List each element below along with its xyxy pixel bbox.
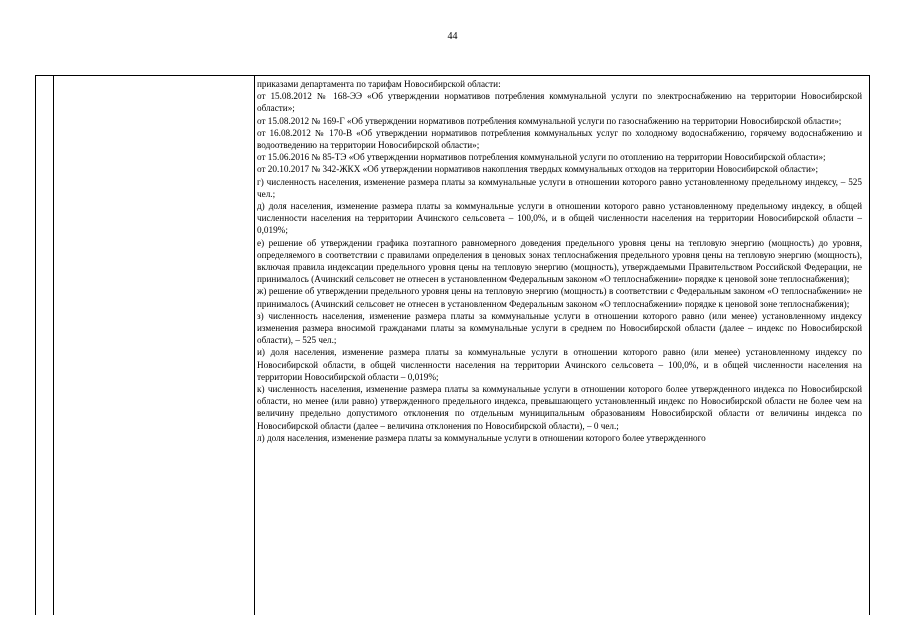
paragraph-e: е) решение об утверждении графика поэтапного равномерного доведения предельного уровня цены на тепловую энергию (мощность) до уровня, определяемого в соответствии с правилами определения в ценовых зонах теплоснабжения предельного уровня цены на тепловую энергию (мощность), включая правила индексации предельного уровня цены на тепловую энергию (мощность), утверждаемыми Правительством Российской Федерации, не принималось (Ачинский сельсовет не отнесен в установленном Федеральным законом «О теплоснабжении» порядке к ценовой зоне теплоснабжения); [257, 237, 862, 285]
paragraph-g: г) численность населения, изменение размера платы за коммунальные услуги в отношении которого равно установленному предельному индексу, – 525 чел.; [257, 176, 862, 199]
table-content-cell [257, 78, 862, 444]
paragraph-d: д) доля населения, изменение размера платы за коммунальные услуги в отношении которого равно установленному предельному индексу, в общей численности населения на территории Ачинского сельсовета – 100,0%, и в общей численности населения на территории Новосибирской области – 0,019%; [257, 201, 862, 236]
paragraph-i: и) доля населения, изменение размера платы за коммунальные услуги в отношении которого равно (или менее) установленному индексу по Новосибирской области, в общей численности населения на территории Ачинского сельсовета – 100,0%, и в общей численности населения на территории Новосибирской области – 0,019%; [257, 347, 862, 382]
paragraph-l: л) доля населения, изменение размера платы за коммунальные услуги в отношении которого более утвержденного [257, 432, 706, 443]
page-number: 44 [447, 31, 458, 42]
paragraph-intro: приказами департамента по тарифам Новосибирской области: [257, 79, 501, 89]
table-column-divider [53, 76, 54, 615]
paragraph-order-169: от 15.08.2012 № 169-Г «Об утверждении нормативов потребления коммунальной услуги по газоснабжению на территории Новосибирской области»; [257, 115, 842, 126]
paragraph-order-342: от 20.10.2017 № 342-ЖКХ «Об утверждении нормативов накопления твердых коммунальных отходов на территории Новосибирской области»; [257, 164, 819, 175]
paragraph-z: з) численность населения, изменение размера платы за коммунальные услуги в отношении которого равно (или менее) установленному индексу изменения размера вносимой гражданами платы за коммунальные услуги в среднем по Новосибирской области (далее – индекс по Новосибирской области), – 525 чел.; [257, 310, 862, 346]
paragraph-k: к) численность населения, изменение размера платы за коммунальные услуги в отношении которого более утвержденного индекса по Новосибирской области, но менее (или равно) утвержденного предельного индекса, превышающего установленный индекс по Новосибирской области не более чем на величину предельно допустимого отклонения по отдельным муниципальным образованиям Новосибирской области от величины индекса по Новосибирской области (далее – величина отклонения по Новосибирской области), – 0 чел.; [257, 384, 862, 431]
document-table [35, 75, 870, 615]
paragraph-zh: ж) решение об утверждении предельного уровня цены на тепловую энергию (мощность) в соответствии с Федеральным законом «О теплоснабжении» не принималось (Ачинский сельсовет не отнесен в установленном Федеральным законом «О теплоснабжении» порядке к ценовой зоне теплоснабжения); [257, 286, 862, 309]
paragraph-order-170: от 16.08.2012 № 170-В «Об утверждении нормативов потребления коммунальных услуг по холодному водоснабжению, горячему водоснабжению и водоотведению на территории Новосибирской области»; [257, 127, 862, 151]
paragraph-order-85: от 15.06.2016 № 85-ТЭ «Об утверждении нормативов потребления коммунальной услуги по отоплению на территории Новосибирской области»; [257, 152, 826, 163]
paragraph-order-168: от 15.08.2012 № 168-ЭЭ «Об утверждении нормативов потребления коммунальной услуги по электроснабжению на территории Новосибирской области»; [257, 91, 862, 114]
table-column-divider [254, 76, 255, 615]
